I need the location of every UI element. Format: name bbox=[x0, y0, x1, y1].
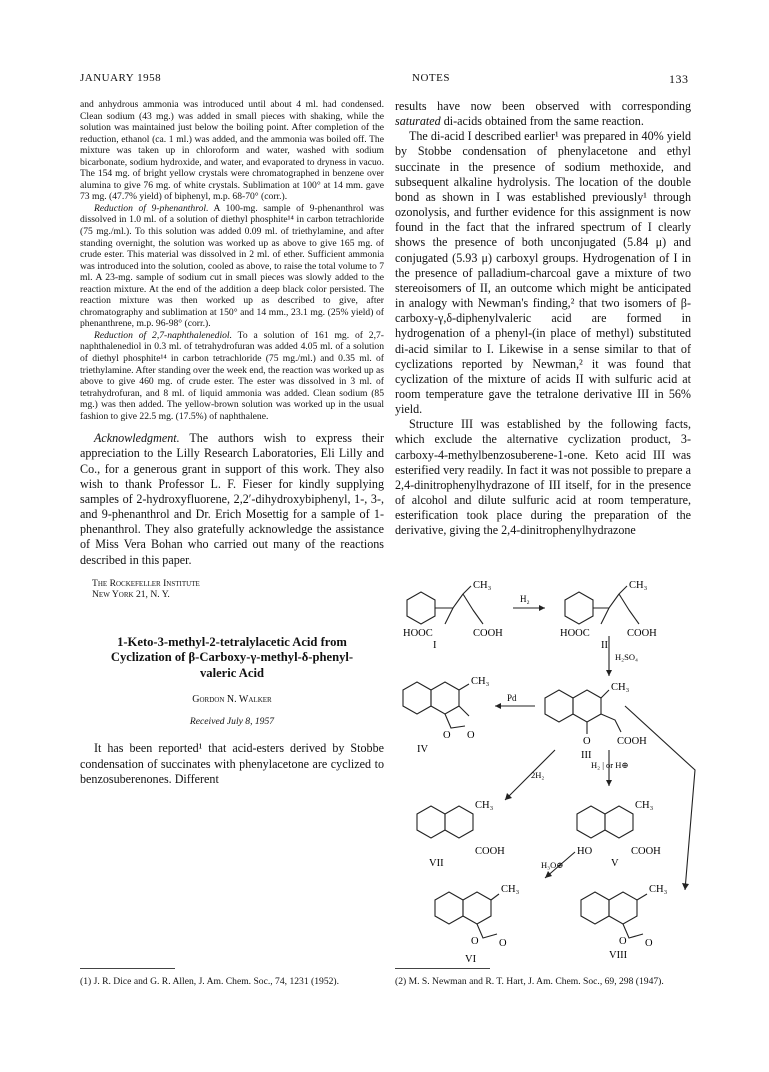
label-ch3-IV: CH₃ bbox=[471, 676, 490, 687]
label-o-III: O bbox=[583, 736, 591, 747]
label-o-ring-IV: O bbox=[443, 730, 451, 741]
compound-label-VI: VI bbox=[465, 954, 477, 965]
body-paragraph-3: Structure III was established by the following facts, which exclude the alternative cyclization product, 3-carboxy-4-methylbenzosuberene-1-one. Keto acid III was esterified very readily. In fact it was not possible to prepare a 2,4-dinitrophenylhydrazone of III itself, for in the presence of alcohol and dilute sulfuric acid at room temperature, esterification took place during the preparation of the derivative, giving the 2,4-dinitrophenylhydrazone bbox=[395, 417, 691, 538]
ring-VIII-a bbox=[581, 892, 609, 924]
compound-label-IV: IV bbox=[417, 744, 429, 755]
benzene-ring-II bbox=[565, 592, 593, 624]
footnote-2: (2) M. S. Newman and R. T. Hart, J. Am. Chem. Soc., 69, 298 (1947). bbox=[395, 976, 664, 987]
label-hooc-II: HOOC bbox=[560, 628, 590, 639]
ring-VII-a bbox=[417, 806, 445, 838]
intro-paragraph: It has been reported¹ that acid-esters derived by Stobbe condensation of succinates with phenylacetone are cyclized to benzosuberenones. Different bbox=[80, 741, 384, 786]
reagent-h2-or-h: H₂ | or H⊕ bbox=[591, 760, 629, 770]
compound-label-III: III bbox=[581, 750, 592, 761]
author-name: Gordon N. Walker bbox=[192, 694, 272, 706]
label-ch3-V: CH₃ bbox=[635, 800, 654, 811]
reagent-h3o: H₃O⊕ bbox=[541, 860, 564, 870]
continuation-paragraph: results have now been observed with corresponding saturated di-acids obtained from the same reaction. bbox=[395, 99, 691, 129]
ring-IV-a bbox=[403, 682, 431, 714]
ring-IV-b bbox=[431, 682, 459, 714]
label-o-VIII: O bbox=[645, 938, 653, 949]
footnote-rule bbox=[80, 968, 175, 969]
footnote-rule-right bbox=[395, 968, 490, 969]
compound-label-I: I bbox=[433, 640, 437, 651]
left-column bbox=[80, 99, 384, 787]
reagent-2h2: 2H₂ bbox=[531, 770, 545, 780]
compound-label-VIII: VIII bbox=[609, 950, 628, 961]
ring-III-saturated bbox=[573, 690, 601, 722]
note-title: 1-Keto-3-methyl-2-tetralylacetic Acid from Cyclization of β-Carboxy-γ-methyl-δ-phenyl- valeric Acid bbox=[110, 634, 354, 680]
experimental-paragraph-1: and anhydrous ammonia was introduced until about 4 ml. had condensed. Clean sodium (43 mg.) was added in small pieces with shaking, while the solution was maintained just below the boiling point. After completion of the reduction, ethanol (ca. 1 ml.) was added, and the ammonia was boiled off. The mixture was taken up in chloroform and water, washed with sodium bicarbonate, sodium hydroxide, and water, and evaporated to dryness in vacuo. The 154 mg. of bright yellow crystals were chromatographed in benzene over alumina to give 76 mg. of white crystals. Sublimation at 100° at 14 mm. gave 73 mg. (47.7% yield) of biphenyl, m.p. 68-70° (corr.). bbox=[80, 99, 384, 203]
paragraph-heading: Reduction of 2,7-naphthalenediol. bbox=[94, 329, 232, 341]
label-hooc-I: HOOC bbox=[403, 628, 433, 639]
received-date: Received July 8, 1957 bbox=[189, 715, 275, 727]
reagent-h2: H₂ bbox=[520, 594, 530, 604]
label-ch3-VIII: CH₃ bbox=[649, 884, 668, 895]
ring-VI-b bbox=[463, 892, 491, 924]
benzene-ring-I bbox=[407, 592, 435, 624]
ring-VII-b bbox=[445, 806, 473, 838]
label-o-VI: O bbox=[499, 938, 507, 949]
label-o-IV: O bbox=[467, 730, 475, 741]
running-header-date: JANUARY 1958 bbox=[80, 72, 162, 84]
label-ch3-I: CH₃ bbox=[473, 580, 492, 591]
paragraph-heading: Reduction of 9-phenanthrol. bbox=[94, 202, 209, 214]
ring-VI-a bbox=[435, 892, 463, 924]
affiliation-line-2: New York 21, N. Y. bbox=[92, 589, 170, 601]
label-cooh-III: COOH bbox=[617, 736, 647, 747]
label-ch3-VII: CH₃ bbox=[475, 800, 494, 811]
label-ch3-III: CH₃ bbox=[611, 682, 630, 693]
running-header-section: NOTES bbox=[412, 72, 450, 84]
footnote-1: (1) J. R. Dice and G. R. Allen, J. Am. Chem. Soc., 74, 1231 (1952). bbox=[80, 976, 340, 987]
acknowledgment-paragraph: Acknowledgment. The authors wish to express their appreciation to the Lilly Research Laboratories, Eli Lilly and Co., for a generous grant in support of this work. They also wish to thank Professor L. F. Fieser for kindly supplying samples of 2-hydroxyfluorene, 2,2′-dihydroxybiphenyl, 1-, 3-, and 9-phenanthrol and Dr. Erich Mosettig for a sample of 1-phenanthrol. They also gratefully acknowledge the assistance of Miss Vera Bohan who carried out many of the reactions described in this paper. bbox=[80, 431, 384, 567]
compound-label-V: V bbox=[611, 858, 619, 869]
label-o-ring-VI: O bbox=[471, 936, 479, 947]
ring-V-b bbox=[605, 806, 633, 838]
label-cooh-II: COOH bbox=[627, 628, 657, 639]
experimental-paragraph-2: Reduction of 9-phenanthrol. A 100-mg. sample of 9-phenanthrol was dissolved in 1.0 ml. of a solution of diethyl phosphite¹⁴ in carbon tetrachloride (75 mg./ml.). To this solution was added 0.09 ml. of triethylamine, and after standing overnight, the solution was worked up as above to give 165 mg. of crude ester. This material was dissolved in 2 ml. of ether. Sufficient ammonia was introduced into the solution, cooled as above, to raise the total volume to 7 ml. A 23-mg. sample of sodium cut in small pieces was slowly added to the reaction mixture. At the end of the addition a deep black color persisted. The reaction mixture was then worked up as described to give, after chromatography and sublimation at 150° and 14 mm., 23.1 mg. (25% yield) of phenanthrene, m.p. 96-98° (corr.). bbox=[80, 202, 384, 330]
experimental-paragraph-3: Reduction of 2,7-naphthalenediol. To a solution of 161 mg. of 2,7-naphthalenediol in 0.3 ml. of tetrahydrofuran was added 4.05 ml. of a solution of diethyl phosphite¹⁴ in carbon tetrachloride (75 mg./ml.) and 0.35 ml. of triethylamine. After standing over the week end, the reaction was worked up as above to give 460 mg. of crude ester. The ester was dissolved in 3 ml. of tetrahydrofuran, and 8 ml. of liquid ammonia was added. Clean sodium (85 mg.) was then added. The yellow-brown solution was worked up in the usual fashion to give 22.5 mg. (17.5%) of naphthalene. bbox=[80, 329, 384, 422]
label-cooh-I: COOH bbox=[473, 628, 503, 639]
label-ho-V: HO bbox=[577, 846, 593, 857]
label-cooh-VII: COOH bbox=[475, 846, 505, 857]
affiliation-line-1: The Rockefeller Institute bbox=[92, 577, 200, 589]
label-ch3-VI: CH₃ bbox=[501, 884, 520, 895]
label-cooh-V: COOH bbox=[631, 846, 661, 857]
label-ch3-II: CH₃ bbox=[629, 580, 648, 591]
compound-label-II: II bbox=[601, 640, 608, 651]
reaction-scheme bbox=[395, 580, 705, 970]
reagent-h2so4: H₂SO₄ bbox=[615, 652, 638, 662]
ring-VIII-b bbox=[609, 892, 637, 924]
right-column bbox=[395, 99, 691, 539]
body-paragraph-2: The di-acid I described earlier¹ was prepared in 40% yield by Stobbe condensation of phenylacetone and ethyl succinate in the presence of sodium methoxide, and subsequent alkaline hydrolysis. The location of the double bond as shown in I was established previously¹ through ozonolysis, and further evidence for this assignment is now found in the fact that the infrared spectrum of I clearly shows the presence of both unconjugated (5.84 μ) and conjugated (5.93 μ) carboxyl groups. Hydrogenation of I in the presence of palladium-charcoal gave a mixture of two stereoisomers of II, an outcome which might be anticipated in analogy with Newman's finding,² that two isomers of β-carboxy-γ,δ-diphenylvaleric acid are formed in hydrogenation of a phenyl-(in place of methyl) substituted di-acid similar to I. Likewise in a sense similar to that of cyclizations reported by Newman,² it was found that cyclization of the mixture of acids II with sulfuric acid at room temperature gave the tetralone derivative III in 56% yield. bbox=[395, 129, 691, 417]
ring-V-a bbox=[577, 806, 605, 838]
reagent-pd: Pd bbox=[507, 693, 517, 703]
compound-label-VII: VII bbox=[429, 858, 444, 869]
acknowledgment-heading: Acknowledgment. bbox=[94, 431, 180, 446]
label-o-ring-VIII: O bbox=[619, 936, 627, 947]
page-number: 133 bbox=[669, 72, 689, 86]
ring-III-aromatic bbox=[545, 690, 573, 722]
